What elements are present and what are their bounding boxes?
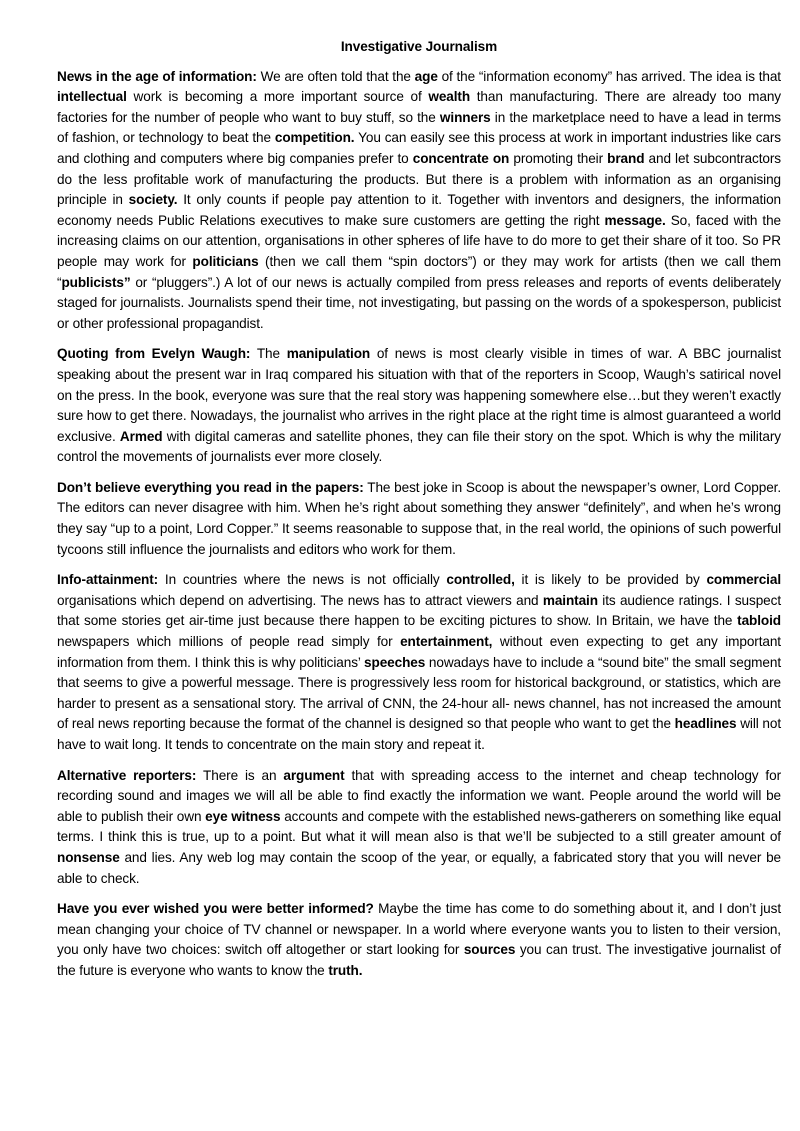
text-run: There is an	[196, 767, 284, 783]
document-title: Investigative Journalism	[340, 39, 498, 54]
text-run: (then we call them “spin doctors”) or they may work for artists (then we call them “	[57, 253, 781, 290]
text-run: nowadays have to include a “sound bite” the small segment that seems to give a powerful message. There is progressively less room for historical background, or statistics, which are harder to present as a sensational story. The arrival of CNN, the 24-hour all- news channel, has not increased the amount of real news reporting because the format of the channel is designed so that people who want to get the	[57, 654, 781, 732]
paragraph	[57, 67, 781, 335]
text-run: in the marketplace need to have a lead in terms of fashion, or technology to beat the	[57, 109, 781, 146]
text-run: accounts and compete with the established news-gatherers on something like equal terms. I think this is true, up to a point. But what it will mean also is that we’ll be subjected to a still greater amount of	[57, 808, 781, 845]
keyword: manipulation	[286, 346, 371, 362]
keyword: argument	[283, 767, 345, 783]
text-run: organisations which depend on advertising. The news has to attract viewers and	[57, 592, 543, 608]
keyword: eye witness	[205, 808, 281, 824]
text-run: with digital cameras and satellite phones, they can file their story on the spot. Which is why the military control the movements of journalists ever more closely.	[57, 428, 781, 465]
text-run: We are often told that the	[256, 68, 415, 84]
text-run: Maybe the time has come to do something about it, and I don’t just mean changing your choice of TV channel or newspaper. In a world where everyone wants you to listen to their version, you only have two choices: switch off altogether or start looking for	[57, 901, 781, 958]
keyword: publicists”	[61, 274, 131, 290]
keyword: tabloid	[737, 613, 781, 629]
document-body	[57, 67, 781, 982]
text-run: work is becoming a more important source of	[126, 89, 429, 105]
text-run: In countries where the news is not officially	[158, 572, 447, 588]
paragraph-heading: News in the age of information:	[57, 68, 257, 84]
keyword: winners	[439, 109, 491, 125]
keyword: entertainment,	[400, 634, 493, 650]
keyword: maintain	[542, 592, 598, 608]
paragraph	[57, 570, 781, 755]
keyword: age	[414, 68, 438, 84]
paragraph-heading: Quoting from Evelyn Waugh:	[57, 346, 251, 362]
text-run: it is likely to be provided by	[514, 572, 707, 588]
keyword: brand	[607, 150, 645, 166]
paragraph-heading: Don’t believe everything you read in the papers:	[57, 479, 364, 495]
keyword: competition.	[274, 130, 355, 146]
keyword: truth.	[328, 962, 363, 978]
text-run: you can trust. The investigative journalist of the future is everyone who wants to know the	[57, 942, 781, 978]
text-run: and lies. Any web log may contain the scoop of the year, or equally, a fabricated story that you will never be able to check.	[57, 849, 781, 886]
text-run: It only counts if people pay attention to it. Together with inventors and designers, the information economy needs Public Relations executives to make sure customers are getting the right	[57, 192, 781, 228]
keyword: society.	[128, 192, 178, 208]
text-run: or “pluggers”.) A lot of our news is actually compiled from press releases and reports of events deliberately staged for journalists. Journalists spend their time, not investigating, but passing on the words of a spokesperson, publicist or other professional propagandist.	[57, 274, 781, 331]
text-run: its audience ratings. I suspect that some stories get air-time just because there happen to be exciting pictures to show. In Britain, we have the	[57, 592, 781, 629]
text-run: newspapers which millions of people read simply for	[57, 634, 401, 650]
paragraph-heading: Alternative reporters:	[57, 767, 197, 783]
text-run: without even expecting to get any important information from them. I think this is why politicians’	[57, 634, 781, 670]
paragraph	[57, 344, 781, 468]
keyword: message.	[604, 212, 666, 228]
paragraph-heading: Info-attainment:	[57, 572, 159, 588]
text-run: You can easily see this process at work in important industries like cars and clothing and computers where big companies prefer to	[57, 130, 781, 166]
keyword: headlines	[674, 716, 737, 732]
document-page	[57, 37, 781, 992]
keyword: controlled,	[446, 572, 515, 588]
keyword: speeches	[364, 654, 426, 670]
text-run: of the “information economy” has arrived. The idea is that	[437, 68, 781, 84]
text-run: The best joke in Scoop is about the newspaper’s owner, Lord Copper. The editors can never disagree with him. When he’s right about something they answer “definitely”, and when he’s wrong they say “up to a point, Lord Copper.” It seems reasonable to suppose that, in the real world, the opinions of such powerful tycoons still influence the journalists and editors who work for them.	[57, 479, 782, 557]
text-run: will not have to wait long. It tends to concentrate on the main story and repeat it.	[57, 716, 781, 752]
text-run: The	[250, 346, 287, 362]
paragraph	[57, 478, 781, 560]
keyword: commercial	[706, 572, 781, 588]
text-run: than manufacturing. There are already too many factories for the number of people who want to buy stuff, so the	[57, 89, 781, 125]
keyword: concentrate on	[412, 150, 510, 166]
text-run: So, faced with the increasing claims on our attention, organisations in other spheres of life have to do more to get their share of it too. So PR people may work for	[57, 212, 781, 269]
keyword: Armed	[119, 428, 163, 444]
paragraph	[57, 766, 781, 890]
text-run: of news is most clearly visible in times of war. A BBC journalist speaking about the present war in Iraq compared his situation with that of the reporters in Scoop, Waugh’s satirical novel on the press. In the book, everyone was sure that the real story was happening somewhere else…but they weren’t exactly sure how to get there. Nowadays, the journalist who arrives in the right place at the right time is almost guaranteed a world exclusive.	[57, 346, 781, 444]
text-run: and let subcontractors do the less profitable work of manufacturing the products. But there is a problem with information as an organising principle in	[57, 150, 781, 208]
text-run: that with spreading access to the internet and cheap technology for recording sound and images we will all be able to find exactly the information we want. People around the world will be able to publish their own	[57, 767, 781, 824]
keyword: nonsense	[57, 849, 120, 865]
keyword: intellectual	[57, 89, 127, 105]
text-run: promoting their	[509, 150, 608, 166]
keyword: wealth	[428, 89, 471, 105]
paragraph	[57, 899, 781, 981]
paragraph-heading: Have you ever wished you were better informed?	[57, 901, 374, 917]
keyword: politicians	[192, 253, 259, 269]
keyword: sources	[463, 942, 516, 958]
